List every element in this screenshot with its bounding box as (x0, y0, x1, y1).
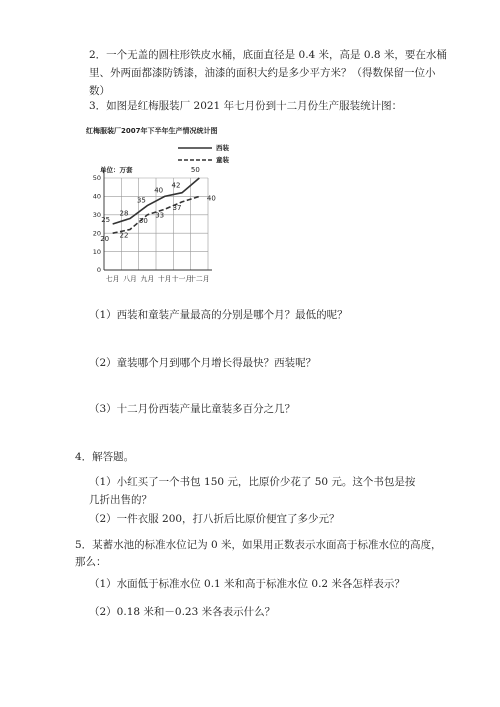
y-tick-label-5: 50 (92, 174, 101, 183)
y-tick-label-4: 40 (92, 192, 101, 201)
y-tick-label-1: 10 (92, 247, 101, 256)
legend-label-suit: 西装 (216, 144, 229, 152)
chart-unit-label: 单位：万套 (100, 166, 133, 174)
y-tick-label-2: 20 (92, 229, 101, 238)
q3-intro: 3．如图是红梅服装厂 2021 年七月份到十二月份生产服装统计图： (89, 100, 403, 112)
data-label-s0-3: 40 (154, 186, 164, 195)
q3-sub-2: （2）童装哪个月到哪个月增长得最快？西装呢？ (89, 357, 317, 369)
data-label-s1-1: 22 (119, 231, 129, 240)
chart-title: 红梅服装厂2007年下半年生产情况统计图 (86, 127, 218, 135)
q5-sub-1: （1）水面低于标准水位 0.1 米和高于标准水位 0.2 米各怎样表示？ (89, 578, 405, 590)
q2-line-1: 2．一个无盖的圆柱形铁皮水桶，底面直径是 0.4 米，高是 0.8 米，要在水桶 (89, 49, 447, 61)
q3-sub-3: （3）十二月份西装产量比童装多百分之几？ (89, 403, 296, 415)
data-label-s1-4: 37 (172, 203, 182, 212)
y-tick-label-3: 30 (92, 211, 101, 219)
data-label-s0-2: 35 (136, 196, 146, 205)
data-label-s0-5: 50 (190, 166, 200, 174)
q5-line-1: 5．某蓄水池的标准水位记为 0 米，如果用正数表示水面高于标准水位的高度， (75, 539, 442, 551)
x-tick-label-2: 九月 (140, 275, 155, 283)
q3-sub-1: （1）西装和童装产量最高的分别是哪个月？最低的呢？ (89, 309, 348, 321)
x-tick-label-1: 八月 (123, 275, 137, 283)
q5-sub-2: （2）0.18 米和－0.23 米各表示什么？ (89, 606, 276, 618)
q4-sub-1: （1）小红买了一个书包 150 元，比原价少花了 50 元。这个书包是按几折出售的？ (89, 476, 416, 506)
q5-line-2: 那么： (75, 556, 107, 568)
q4-sub-2: （2）一件衣服 200，打八折后比原价便宜了多少元？ (89, 513, 340, 525)
data-label-s0-4: 42 (171, 181, 181, 190)
q4-heading: 4．解答题。 (75, 451, 135, 463)
q2-line-2: 里、外两面都漆防锈漆，油漆的面积大约是多少平方米？（得数保留一位小 (89, 67, 436, 79)
data-label-s1-3: 33 (155, 211, 165, 220)
data-label-s1-0: 20 (100, 235, 110, 244)
data-label-s1-5: 40 (206, 194, 216, 203)
data-label-s0-0: 25 (101, 216, 111, 224)
x-tick-label-4: 十一月 (171, 275, 193, 283)
data-label-s0-1: 28 (119, 209, 129, 218)
q2-line-3: 数） (89, 85, 110, 97)
x-tick-label-5: 十二月 (189, 275, 210, 283)
x-tick-label-3: 十月 (157, 275, 172, 283)
data-label-s1-2: 30 (138, 216, 148, 225)
y-tick-label-0: 0 (96, 266, 101, 275)
x-tick-label-0: 七月 (105, 275, 120, 283)
production-chart (86, 126, 246, 288)
legend-label-kids: 童装 (216, 156, 229, 164)
